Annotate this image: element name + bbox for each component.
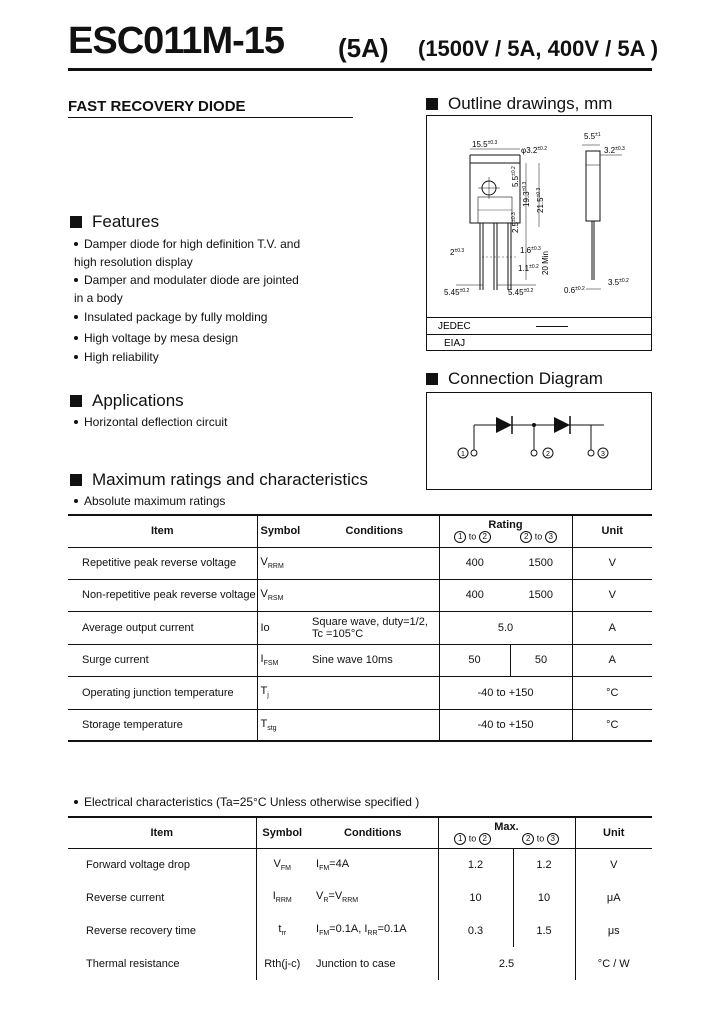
list-item-continued: high resolution display [74,255,193,269]
dim-lead-thick: $1.6^{\pm 0.3}$ [520,246,541,255]
square-bullet-icon [70,395,82,407]
dim-side-pitch: $3.5^{\pm 0.2}$ [608,278,629,287]
square-bullet-icon [70,474,82,486]
table-row: Repetitive peak reverse voltage $V_{RRM}$ 400 1500 V [68,547,652,579]
dim-side-lead: $0.6^{\pm 0.2}$ [564,286,585,295]
electrical-heading: Electrical characteristics (Ta=25°C Unless otherwise specified ) [74,793,419,811]
col-unit: Unit [572,515,652,547]
table-row: Surge current $I_{FSM}$ Sine wave 10ms 50 50 A [68,644,652,676]
dim-hole-offset: $5.5^{\pm 0.2}$ [511,166,520,187]
bullet-icon [74,499,78,503]
list-item: Damper diode for high definition T.V. and [74,235,300,253]
bullet-icon [74,420,78,424]
list-item: Horizontal deflection circuit [74,413,227,431]
col-rating: Rating 1 to 2 2 to 3 [439,515,572,547]
table-row: Storage temperature $T_{stg}$ -40 to +150 °C [68,709,652,741]
voltage-rating: (1500V / 5A, 400V / 5A ) [418,36,659,61]
col-symbol: Symbol [256,817,308,848]
applications-heading: Applications [70,391,184,411]
outline-heading: Outline drawings, mm [426,94,612,114]
list-item-continued: in a body [74,291,123,305]
table-row: Reverse current $I_{RRM}$ $V_R=V_{RRM}$ 10 10 μA [68,881,652,914]
col-max: Max. 1 to 2 2 to 3 [438,817,575,848]
part-number: ESC011M-15 [68,20,285,62]
bullet-icon [74,355,78,359]
table-header [68,817,652,848]
bullet-icon [74,800,78,804]
bullet-icon [74,336,78,340]
features-heading: Features [70,212,159,232]
list-item: Insulated package by fully molding [74,308,300,326]
connection-diagram [426,392,652,490]
square-bullet-icon [70,216,82,228]
table-row: Operating junction temperature $T_j$ -40 to +150 °C [68,676,652,709]
electrical-table [68,816,652,980]
current-rating: (5A) [338,33,389,63]
features-list [74,235,300,366]
dim-side-thick: $3.2^{\pm 0.3}$ [604,146,625,155]
bullet-icon [74,278,78,282]
subtitle-rule [68,117,353,118]
col-conditions: Conditions [345,525,403,538]
list-item: High voltage by mesa design [74,329,300,347]
dim-pitch-left: $5.45^{\pm 0.2}$ [444,288,470,297]
table-row: Thermal resistance Rth(j-c) Junction to case 2.5 °C / W [68,947,652,980]
table-header [68,515,652,547]
product-type: FAST RECOVERY DIODE [68,98,246,115]
col-item: Item [150,525,174,538]
list-item: Damper and modulater diode are jointed [74,271,300,289]
dim-lead-pitch: $1.1^{\pm 0.2}$ [518,264,539,273]
col-symbol: Symbol [257,515,310,547]
table-row: Forward voltage drop $V_{FM}$ $I_{FM}=4A$ 1.2 1.2 V [68,848,652,881]
dim-pitch-right: $5.45^{\pm 0.2}$ [508,288,534,297]
bullet-icon [74,242,78,246]
pin-label: 3 [601,451,605,458]
pin-label: 1 [461,451,465,458]
dim-height: $21.5^{\pm 0.3}$ [536,187,545,213]
dim-lead-length: 20 Min [541,250,550,275]
ratings-subheading: Absolute maximum ratings [74,492,225,510]
table-row: Average output current Io Square wave, duty=1/2, Tc =105°C 5.0 A [68,611,652,644]
dim-lead-width: $2^{\pm 0.3}$ [450,248,465,257]
table-row: Reverse recovery time $t_{rr}$ $I_{FM}=0.1A$, $I_{RR}=0.1A$ 0.3 1.5 μs [68,914,652,947]
dim-width: $15.5^{\pm 0.3}$ [472,140,498,149]
ratings-table [68,514,652,742]
ratings-heading: Maximum ratings and characteristics [70,470,368,490]
dim-body: $19.3^{\pm 0.3}$ [522,181,531,207]
dim-side-top: $5.5^{\pm 1}$ [584,132,601,141]
dim-hole: $\varphi 3.2^{\pm 0.2}$ [521,146,548,155]
col-conditions: Conditions [344,826,402,839]
dim-lead-base: $2.5^{\pm 0.3}$ [511,212,520,233]
jedec-label: JEDEC [438,321,471,332]
bullet-icon [74,315,78,319]
title-rule [68,68,652,71]
connection-heading: Connection Diagram [426,369,603,389]
outline-drawing [426,115,652,351]
pin-label: 2 [546,451,550,458]
col-item: Item [150,826,174,839]
square-bullet-icon [426,373,438,385]
col-unit: Unit [575,817,652,848]
square-bullet-icon [426,98,438,110]
list-item: High reliability [74,348,300,366]
diode-1-icon [496,417,512,433]
diode-2-icon [554,417,570,433]
eiaj-label: EIAJ [444,338,466,349]
table-row: Non-repetitive peak reverse voltage $V_{RSM}$ 400 1500 V [68,579,652,611]
